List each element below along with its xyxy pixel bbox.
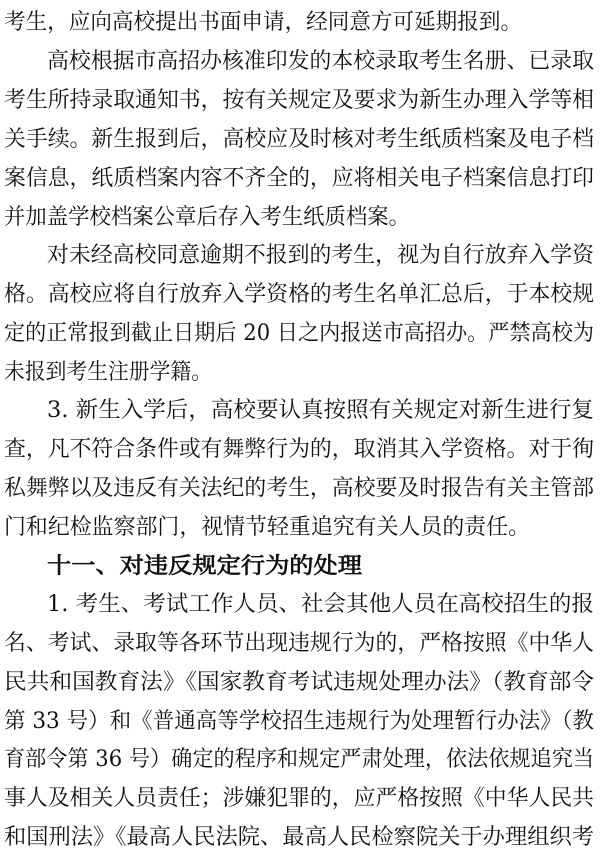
line-text: 3. 新生入学后，高校要认真按照有关规定对新生进行复 bbox=[47, 398, 594, 423]
text-line bbox=[0, 237, 609, 275]
line-text: 查，凡不符合条件或有舞弊行为的，取消其入学资格。对于徇 bbox=[4, 437, 595, 462]
line-text: 关手续。新生报到后，高校应及时核对考生纸质档案及电子档 bbox=[4, 127, 595, 152]
line-text: 门和纪检监察部门，视情节轻重追究有关人员的责任。 bbox=[4, 515, 531, 540]
line-text: 案信息，纸质档案内容不齐全的，应将相关电子档案信息打印 bbox=[4, 166, 595, 191]
text-line bbox=[0, 703, 609, 741]
text-line bbox=[0, 509, 609, 547]
text-line bbox=[0, 160, 609, 198]
text-line bbox=[0, 741, 609, 779]
line-text: 私舞弊以及违反有关法纪的考生，高校要及时报告有关主管部 bbox=[4, 476, 595, 501]
section-heading-text: 十一、对违反规定行为的处理 bbox=[47, 554, 363, 579]
line-text: 和国刑法》《最高人民法院、最高人民检察院关于办理组织考 bbox=[4, 825, 595, 850]
text-line bbox=[0, 315, 609, 353]
text-line bbox=[0, 625, 609, 663]
line-text: 事人及相关人员责任；涉嫌犯罪的，应严格按照《中华人民共 bbox=[4, 786, 595, 811]
line-text: 第 33 号）和《普通高等学校招生违规行为处理暂行办法》（教 bbox=[4, 709, 594, 734]
line-text: 定的正常报到截止日期后 20 日之内报送市高招办。严禁高校为 bbox=[4, 321, 594, 346]
text-line bbox=[0, 276, 609, 314]
line-text: 格。高校应将自行放弃入学资格的考生名单汇总后，于本校规 bbox=[4, 282, 595, 307]
text-line bbox=[0, 780, 609, 818]
text-line bbox=[0, 43, 609, 81]
text-line bbox=[0, 431, 609, 469]
text-line bbox=[0, 354, 609, 392]
text-line bbox=[0, 199, 609, 237]
line-text: 对未经高校同意逾期不报到的考生，视为自行放弃入学资 bbox=[47, 243, 594, 268]
text-line bbox=[0, 586, 609, 624]
line-text: 高校根据市高招办核准印发的本校录取考生名册、已录取 bbox=[47, 49, 594, 74]
line-text: 未报到考生注册学籍。 bbox=[4, 360, 213, 385]
line-text: 育部令第 36 号）确定的程序和规定严肃处理，依法依规追究当 bbox=[4, 747, 594, 772]
line-text: 考生，应向高校提出书面申请，经同意方可延期报到。 bbox=[4, 10, 523, 35]
line-text: 1. 考生、考试工作人员、社会其他人员在高校招生的报 bbox=[47, 592, 594, 617]
line-text: 名、考试、录取等各环节出现违规行为的，严格按照《中华人 bbox=[4, 631, 595, 656]
text-line bbox=[0, 392, 609, 430]
section-heading bbox=[0, 548, 609, 586]
text-line bbox=[0, 121, 609, 159]
text-line bbox=[0, 664, 609, 702]
text-line bbox=[0, 4, 609, 42]
line-text: 民共和国教育法》《国家教育考试违规处理办法》（教育部令 bbox=[4, 670, 595, 695]
text-line bbox=[0, 470, 609, 508]
line-text: 考生所持录取通知书，按有关规定及要求为新生办理入学等相 bbox=[4, 88, 595, 113]
text-line bbox=[0, 82, 609, 120]
text-line bbox=[0, 819, 609, 857]
line-text: 并加盖学校档案公章后存入考生纸质档案。 bbox=[4, 205, 411, 230]
